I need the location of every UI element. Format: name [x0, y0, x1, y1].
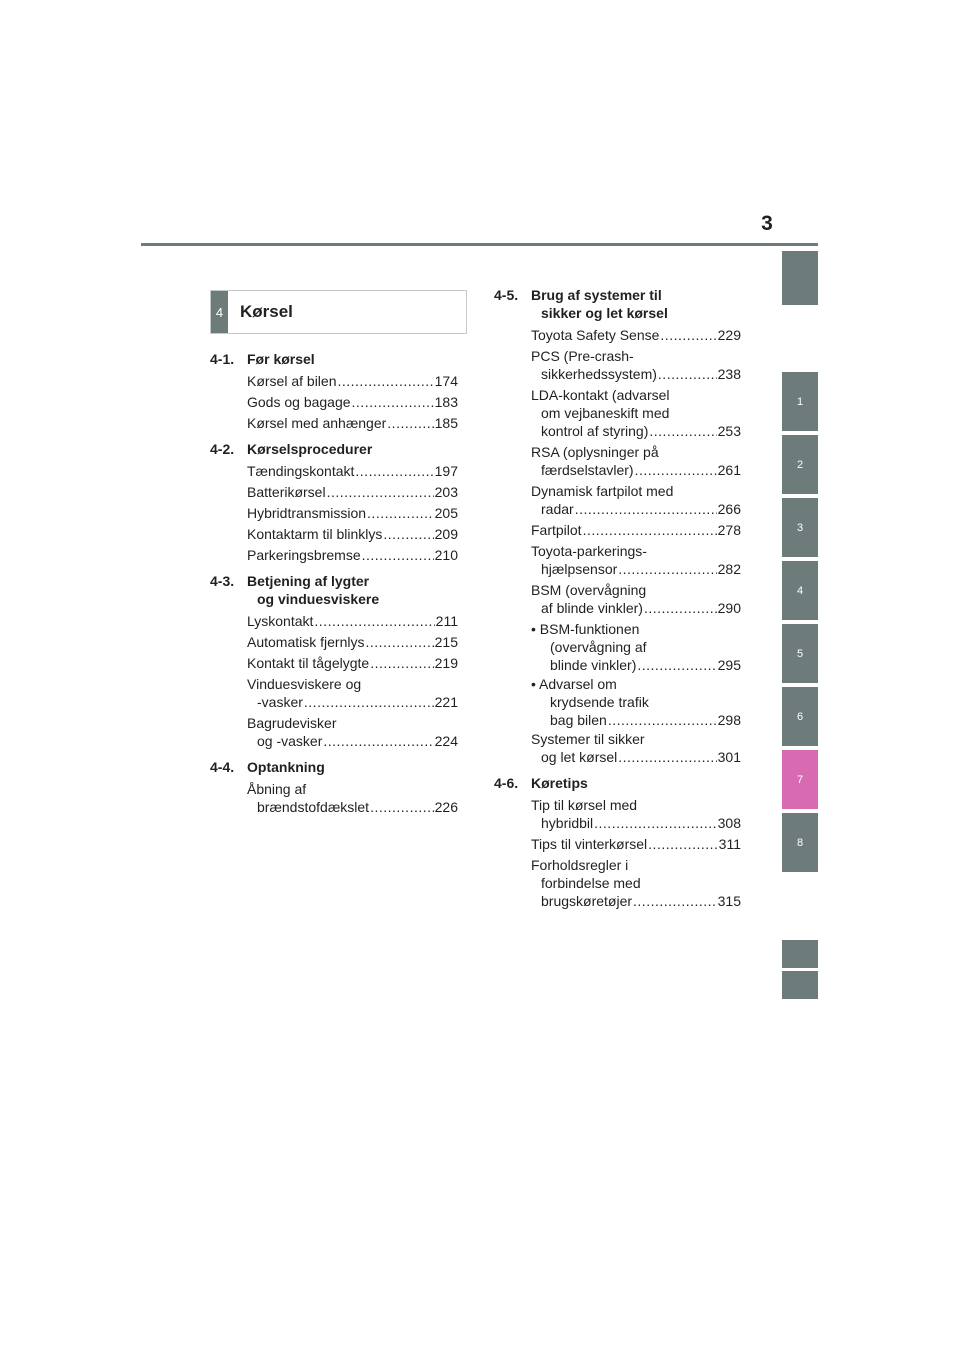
toc-section	[494, 774, 741, 910]
entry-row	[531, 835, 741, 853]
entry-row	[247, 732, 458, 750]
tab-front-matter[interactable]	[782, 251, 818, 305]
entry-title: Kørsel med anhænger	[247, 415, 387, 431]
dot-leader	[657, 365, 717, 383]
toc-entry[interactable]	[494, 581, 741, 617]
entry-text-line: Tip til kørsel med	[531, 797, 638, 813]
entry-page-number[interactable]: 224	[434, 733, 458, 749]
toc-sub-entry[interactable]	[494, 675, 741, 729]
dot-leader	[364, 633, 433, 651]
entry-page-number[interactable]: 301	[717, 749, 741, 765]
entry-row	[247, 372, 458, 390]
entry-row	[247, 504, 458, 522]
entry-page-number[interactable]: 295	[717, 657, 741, 673]
entry-page-number[interactable]: 203	[434, 484, 458, 500]
toc-entry[interactable]	[210, 525, 458, 543]
entry-page-number[interactable]: 205	[434, 505, 458, 521]
dot-leader	[322, 732, 433, 750]
toc-entry[interactable]	[210, 504, 458, 522]
toc-entry[interactable]	[494, 347, 741, 383]
chapter-tab-5[interactable]: 5	[782, 624, 818, 683]
entry-text-line: BSM (overvågning	[531, 582, 647, 598]
entry-row	[531, 461, 741, 479]
entry-row	[247, 414, 458, 432]
entry-title: brugskøretøjer	[541, 893, 633, 909]
dot-leader	[366, 504, 434, 522]
section-title-line: Køretips	[531, 775, 588, 791]
entry-title: Kontaktarm til blinklys	[247, 526, 383, 542]
entry-title: Fartpilot	[531, 522, 582, 538]
entry-page-number[interactable]: 311	[718, 836, 741, 852]
entry-row	[531, 326, 741, 344]
dot-leader	[354, 462, 433, 480]
entry-text-line: Forholdsregler i	[531, 857, 629, 873]
entry-text-line: LDA-kontakt (advarsel	[531, 387, 670, 403]
toc-entry[interactable]	[210, 546, 458, 564]
entry-title: kontrol af styring)	[541, 423, 649, 439]
toc-entry[interactable]	[210, 462, 458, 480]
header-rule	[141, 243, 818, 246]
section-title-line: Kørselsprocedurer	[247, 441, 373, 457]
toc-left-column	[210, 350, 458, 824]
dot-leader	[326, 483, 434, 501]
entry-title: Toyota Safety Sense	[531, 327, 660, 343]
entry-title: bag bilen	[550, 712, 607, 728]
chapter-title: Kørsel	[240, 302, 293, 321]
section-title	[531, 774, 741, 792]
toc-entry[interactable]	[210, 675, 458, 711]
entry-text-line: • BSM-funktionen	[531, 621, 640, 637]
entry-text-line: Systemer til sikker	[531, 731, 645, 747]
entry-title: Gods og bagage	[247, 394, 351, 410]
entry-title: færdselstavler)	[541, 462, 634, 478]
entry-text-line: Toyota-parkerings-	[531, 543, 647, 559]
toc-entry[interactable]	[210, 393, 458, 411]
toc-entry[interactable]	[494, 521, 741, 539]
section-heading[interactable]	[494, 774, 741, 792]
section-title-line: og vinduesviskere	[257, 591, 380, 607]
page-number: 3	[761, 212, 773, 235]
entry-page-number[interactable]: 253	[717, 423, 741, 439]
dot-leader	[643, 599, 717, 617]
toc-entry[interactable]	[210, 633, 458, 651]
entry-text-line: Åbning af	[247, 781, 307, 797]
entry-row	[247, 525, 458, 543]
tab-index-b[interactable]	[782, 971, 818, 999]
entry-page-number[interactable]: 229	[717, 327, 741, 343]
entry-row	[247, 798, 458, 816]
entry-row	[531, 560, 741, 578]
entry-page-number[interactable]: 298	[717, 712, 741, 728]
toc-entry[interactable]	[494, 542, 741, 578]
entry-title: Lyskontakt	[247, 613, 314, 629]
toc-entry[interactable]	[494, 856, 741, 910]
dot-leader	[593, 814, 717, 832]
dot-leader	[607, 711, 717, 729]
dot-leader	[617, 560, 716, 578]
section-title	[247, 440, 458, 458]
entry-row	[247, 393, 458, 411]
toc-section	[210, 440, 458, 564]
toc-entry[interactable]	[494, 835, 741, 853]
toc-entry[interactable]	[210, 612, 458, 630]
section-number: 4-6.	[494, 775, 519, 791]
entry-row	[531, 748, 741, 766]
toc-entry[interactable]	[494, 326, 741, 344]
dot-leader	[659, 326, 716, 344]
entry-title: Kørsel af bilen	[247, 373, 337, 389]
toc-entry[interactable]	[210, 780, 458, 816]
entry-row	[531, 892, 741, 910]
entry-text-line: om vejbaneskift med	[541, 405, 670, 421]
dot-leader	[647, 835, 718, 853]
toc-right-column	[494, 286, 741, 918]
entry-title: af blinde vinkler)	[541, 600, 643, 616]
entry-page-number[interactable]: 210	[434, 547, 458, 563]
entry-page-number[interactable]: 211	[435, 613, 458, 629]
toc-entry[interactable]	[210, 372, 458, 390]
entry-page-number[interactable]: 278	[717, 522, 741, 538]
entry-page-number[interactable]: 282	[717, 561, 741, 577]
toc-entry[interactable]	[494, 796, 741, 832]
entry-title: og -vasker	[257, 733, 323, 749]
dot-leader	[574, 500, 717, 518]
entry-page-number[interactable]: 290	[717, 600, 741, 616]
dot-leader	[313, 612, 434, 630]
entry-title: Batterikørsel	[247, 484, 326, 500]
section-title-line: Optankning	[247, 759, 325, 775]
entry-text-line: Bagrudevisker	[247, 715, 337, 731]
entry-row	[247, 462, 458, 480]
toc-entry[interactable]	[494, 386, 741, 440]
entry-title: Automatisk fjernlys	[247, 634, 365, 650]
section-number: 4-5.	[494, 287, 519, 303]
chapter-tab-4[interactable]: 4	[782, 561, 818, 620]
dot-leader	[361, 546, 434, 564]
entry-title: Tips til vinterkørsel	[531, 836, 648, 852]
entry-page-number[interactable]: 183	[434, 394, 458, 410]
entry-row	[247, 633, 458, 651]
section-title-line: Betjening af lygter	[247, 573, 370, 589]
entry-text-line: • Advarsel om	[531, 676, 617, 692]
entry-page-number[interactable]: 215	[434, 634, 458, 650]
section-number: 4-1.	[210, 351, 235, 367]
section-title	[247, 758, 458, 776]
entry-text-line: forbindelse med	[541, 875, 641, 891]
entry-page-number[interactable]: 261	[717, 462, 741, 478]
entry-text-line: (overvågning af	[550, 639, 647, 655]
entry-page-number[interactable]: 219	[434, 655, 458, 671]
entry-text-line: RSA (oplysninger på	[531, 444, 659, 460]
dot-leader	[382, 525, 433, 543]
entry-row	[247, 693, 458, 711]
chapter-tab-8[interactable]: 8	[782, 813, 818, 872]
chapter-tab-2[interactable]: 2	[782, 435, 818, 494]
entry-row	[247, 546, 458, 564]
entry-row	[531, 711, 741, 729]
entry-row	[531, 422, 741, 440]
chapter-tab-3[interactable]: 3	[782, 498, 818, 557]
chapter-number: 4	[211, 291, 228, 333]
entry-row	[531, 500, 741, 518]
section-heading[interactable]	[494, 286, 741, 322]
dot-leader	[582, 521, 717, 539]
entry-text-line: Dynamisk fartpilot med	[531, 483, 674, 499]
entry-title: radar	[541, 501, 574, 517]
dot-leader	[336, 372, 433, 390]
entry-title: hjælpsensor	[541, 561, 618, 577]
section-heading[interactable]	[210, 572, 458, 608]
section-heading[interactable]	[210, 758, 458, 776]
entry-title: Parkeringsbremse	[247, 547, 361, 563]
dot-leader	[369, 654, 433, 672]
section-title	[531, 286, 741, 322]
entry-page-number[interactable]: 221	[434, 694, 458, 710]
chapter-tab-6[interactable]: 6	[782, 687, 818, 746]
entry-title: sikkerhedssystem)	[541, 366, 657, 382]
entry-row	[531, 599, 741, 617]
toc-entry[interactable]	[210, 483, 458, 501]
entry-title: Tændingskontakt	[247, 463, 355, 479]
dot-leader	[303, 693, 434, 711]
entry-title: Hybridtransmission	[247, 505, 367, 521]
chapter-tab-7[interactable]: 7	[782, 750, 818, 809]
toc-entry[interactable]	[210, 654, 458, 672]
entry-page-number[interactable]: 185	[434, 415, 458, 431]
chapter-header	[210, 290, 467, 334]
tab-index-a[interactable]	[782, 940, 818, 968]
entry-text-line: PCS (Pre-crash-	[531, 348, 634, 364]
dot-leader	[648, 422, 716, 440]
entry-page-number[interactable]: 308	[717, 815, 741, 831]
dot-leader	[617, 748, 716, 766]
entry-page-number[interactable]: 226	[434, 799, 458, 815]
toc-section	[210, 758, 458, 816]
entry-row	[247, 654, 458, 672]
entry-row	[531, 814, 741, 832]
entry-title: og let kørsel	[541, 749, 618, 765]
dot-leader	[634, 461, 717, 479]
entry-row	[531, 656, 741, 674]
entry-row	[531, 521, 741, 539]
toc-entry[interactable]	[210, 414, 458, 432]
toc-entry[interactable]	[494, 482, 741, 518]
chapter-tab-1[interactable]: 1	[782, 372, 818, 431]
entry-page-number[interactable]: 238	[717, 366, 741, 382]
section-title	[247, 572, 458, 608]
entry-title: hybridbil	[541, 815, 594, 831]
toc-entry[interactable]	[494, 443, 741, 479]
dot-leader	[386, 414, 433, 432]
entry-row	[531, 365, 741, 383]
section-title-line: sikker og let kørsel	[541, 305, 668, 321]
section-heading[interactable]	[210, 440, 458, 458]
entry-title: Kontakt til tågelygte	[247, 655, 370, 671]
entry-row	[247, 612, 458, 630]
section-heading[interactable]	[210, 350, 458, 368]
toc-section	[494, 286, 741, 766]
section-number: 4-3.	[210, 573, 235, 589]
dot-leader	[636, 656, 716, 674]
entry-page-number[interactable]: 174	[434, 373, 458, 389]
entry-page-number[interactable]: 197	[434, 463, 458, 479]
toc-entry[interactable]	[210, 714, 458, 750]
toc-section	[210, 350, 458, 432]
entry-title: blinde vinkler)	[550, 657, 637, 673]
section-title-line: Brug af systemer til	[531, 287, 662, 303]
dot-leader	[351, 393, 434, 411]
entry-page-number[interactable]: 209	[434, 526, 458, 542]
entry-text-line: krydsende trafik	[550, 694, 649, 710]
section-number: 4-4.	[210, 759, 235, 775]
toc-section	[210, 572, 458, 750]
dot-leader	[632, 892, 717, 910]
entry-text-line: Vinduesviskere og	[247, 676, 362, 692]
entry-title: -vasker	[257, 694, 303, 710]
section-title	[247, 350, 458, 368]
toc-entry[interactable]	[494, 730, 741, 766]
section-number: 4-2.	[210, 441, 235, 457]
toc-sub-entry[interactable]	[494, 620, 741, 674]
section-title-line: Før kørsel	[247, 351, 315, 367]
entry-row	[247, 483, 458, 501]
entry-title: brændstofdækslet	[257, 799, 370, 815]
entry-page-number[interactable]: 315	[717, 893, 741, 909]
entry-page-number[interactable]: 266	[717, 501, 741, 517]
dot-leader	[369, 798, 434, 816]
